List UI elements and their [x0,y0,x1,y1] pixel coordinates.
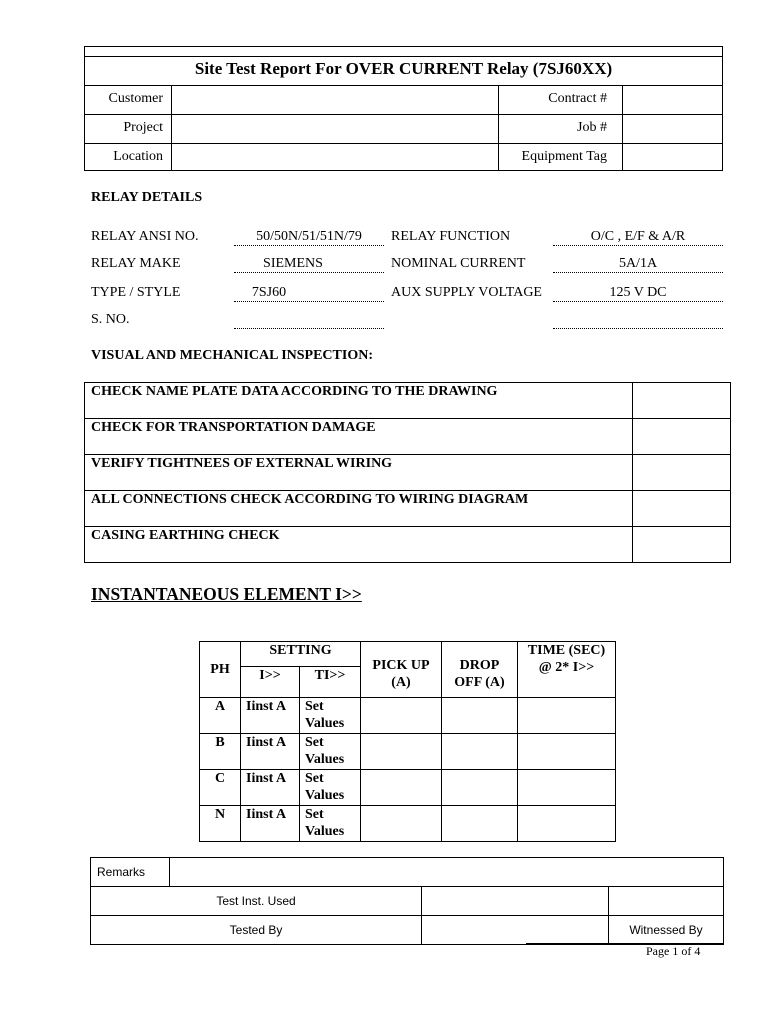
row-dropoff-cell[interactable] [442,770,518,806]
header-col-divider [171,85,172,171]
witnessed-by-field[interactable] [526,915,724,944]
col-ph-header: PH [200,642,241,698]
row-pickup-cell[interactable] [361,806,442,842]
nominal-current-label: NOMINAL CURRENT [391,256,526,271]
row-time-cell[interactable] [518,734,616,770]
instantaneous-heading: INSTANTANEOUS ELEMENT I>> [91,584,362,604]
col-ti-header: TI>> [300,667,361,698]
row-ph: C [200,770,241,806]
header-table [84,46,723,171]
function-underline [553,245,723,246]
inspection-row [85,419,731,455]
col-time-header: TIME (SEC) @ 2* I>> [518,642,616,698]
relay-ansi-value[interactable]: 50/50N/51/51N/79 [256,229,362,244]
relay-make-value[interactable]: SIEMENS [263,256,323,271]
equipment-tag-label: Equipment Tag [521,149,607,164]
header-col-divider [622,85,623,171]
page-number: Page 1 of 4 [646,944,701,958]
extra-underline [553,328,723,329]
table-row [200,734,616,770]
inspection-item: ALL CONNECTIONS CHECK ACCORDING TO WIRING DIAGRAM [85,491,633,527]
header-divider [85,85,722,86]
row-i-setting: Iinst A [241,770,300,806]
ansi-underline [234,245,384,246]
type-style-value[interactable]: 7SJ60 [251,285,287,300]
inspection-table [84,382,731,563]
row-ti-setting: Set Values [300,734,361,770]
witnessed-by-label: Witnessed By [609,916,724,945]
inspection-item: CASING EARTHING CHECK [85,527,633,563]
table-row [200,806,616,842]
relay-ansi-label: RELAY ANSI NO. [91,229,199,244]
table-row [200,770,616,806]
project-label: Project [123,120,163,135]
type-underline [234,301,384,302]
row-dropoff-cell[interactable] [442,734,518,770]
inspection-check-cell[interactable] [633,527,731,563]
inspection-item: VERIFY TIGHTNEES OF EXTERNAL WIRING [85,455,633,491]
row-ph: N [200,806,241,842]
serial-no-label: S. NO. [91,312,130,327]
header-divider [85,114,722,115]
inspection-row [85,527,731,563]
row-time-cell[interactable] [518,806,616,842]
col-dropoff-header: DROP OFF (A) [442,642,518,698]
inspection-check-cell[interactable] [633,491,731,527]
inspection-check-cell[interactable] [633,419,731,455]
nominal-current-value[interactable]: 5A/1A [618,256,658,271]
row-ph: B [200,734,241,770]
row-i-setting: Iinst A [241,734,300,770]
nominal-underline [553,272,723,273]
customer-label: Customer [108,91,163,106]
inspection-row [85,383,731,419]
table-row [200,698,616,734]
make-underline [234,272,384,273]
aux-supply-label: AUX SUPPLY VOLTAGE [391,285,542,300]
relay-function-value[interactable]: O/C , E/F & A/R [590,229,686,244]
row-dropoff-cell[interactable] [442,698,518,734]
report-title: Site Test Report For OVER CURRENT Relay (7SJ60XX) [194,59,613,78]
row-i-setting: Iinst A [241,698,300,734]
inspection-check-cell[interactable] [633,455,731,491]
row-ti-setting: Set Values [300,806,361,842]
row-pickup-cell[interactable] [361,734,442,770]
row-pickup-cell[interactable] [361,770,442,806]
job-label: Job # [577,120,607,135]
contract-label: Contract # [548,91,607,106]
inspection-check-cell[interactable] [633,383,731,419]
col-i-header: I>> [241,667,300,698]
row-ph: A [200,698,241,734]
relay-details-heading: RELAY DETAILS [91,190,203,205]
row-dropoff-cell[interactable] [442,806,518,842]
inspection-row [85,455,731,491]
inspection-row [85,491,731,527]
aux-supply-value[interactable]: 125 V DC [609,285,667,300]
instantaneous-test-table [199,641,616,842]
location-label: Location [113,149,163,164]
row-ti-setting: Set Values [300,698,361,734]
row-ti-setting: Set Values [300,770,361,806]
relay-function-label: RELAY FUNCTION [391,229,511,244]
tested-by-label: Tested By [91,916,422,945]
row-i-setting: Iinst A [241,806,300,842]
inspection-heading: VISUAL AND MECHANICAL INSPECTION: [91,348,373,363]
header-col-divider [498,85,499,171]
inspection-item: CHECK FOR TRANSPORTATION DAMAGE [85,419,633,455]
remarks-field[interactable] [170,858,724,887]
type-style-label: TYPE / STYLE [91,285,181,300]
row-pickup-cell[interactable] [361,698,442,734]
col-setting-header: SETTING [241,642,361,667]
row-time-cell[interactable] [518,698,616,734]
test-inst-field[interactable] [422,887,609,916]
remarks-label: Remarks [91,858,170,887]
test-inst-extra-field[interactable] [609,887,724,916]
inspection-item: CHECK NAME PLATE DATA ACCORDING TO THE DRAWING [85,383,633,419]
col-pickup-header: PICK UP (A) [361,642,442,698]
row-time-cell[interactable] [518,770,616,806]
aux-underline [553,301,723,302]
header-top-rule [85,56,722,57]
sno-underline [234,328,384,329]
test-inst-label: Test Inst. Used [91,887,422,916]
header-divider [85,143,722,144]
relay-make-label: RELAY MAKE [91,256,181,271]
